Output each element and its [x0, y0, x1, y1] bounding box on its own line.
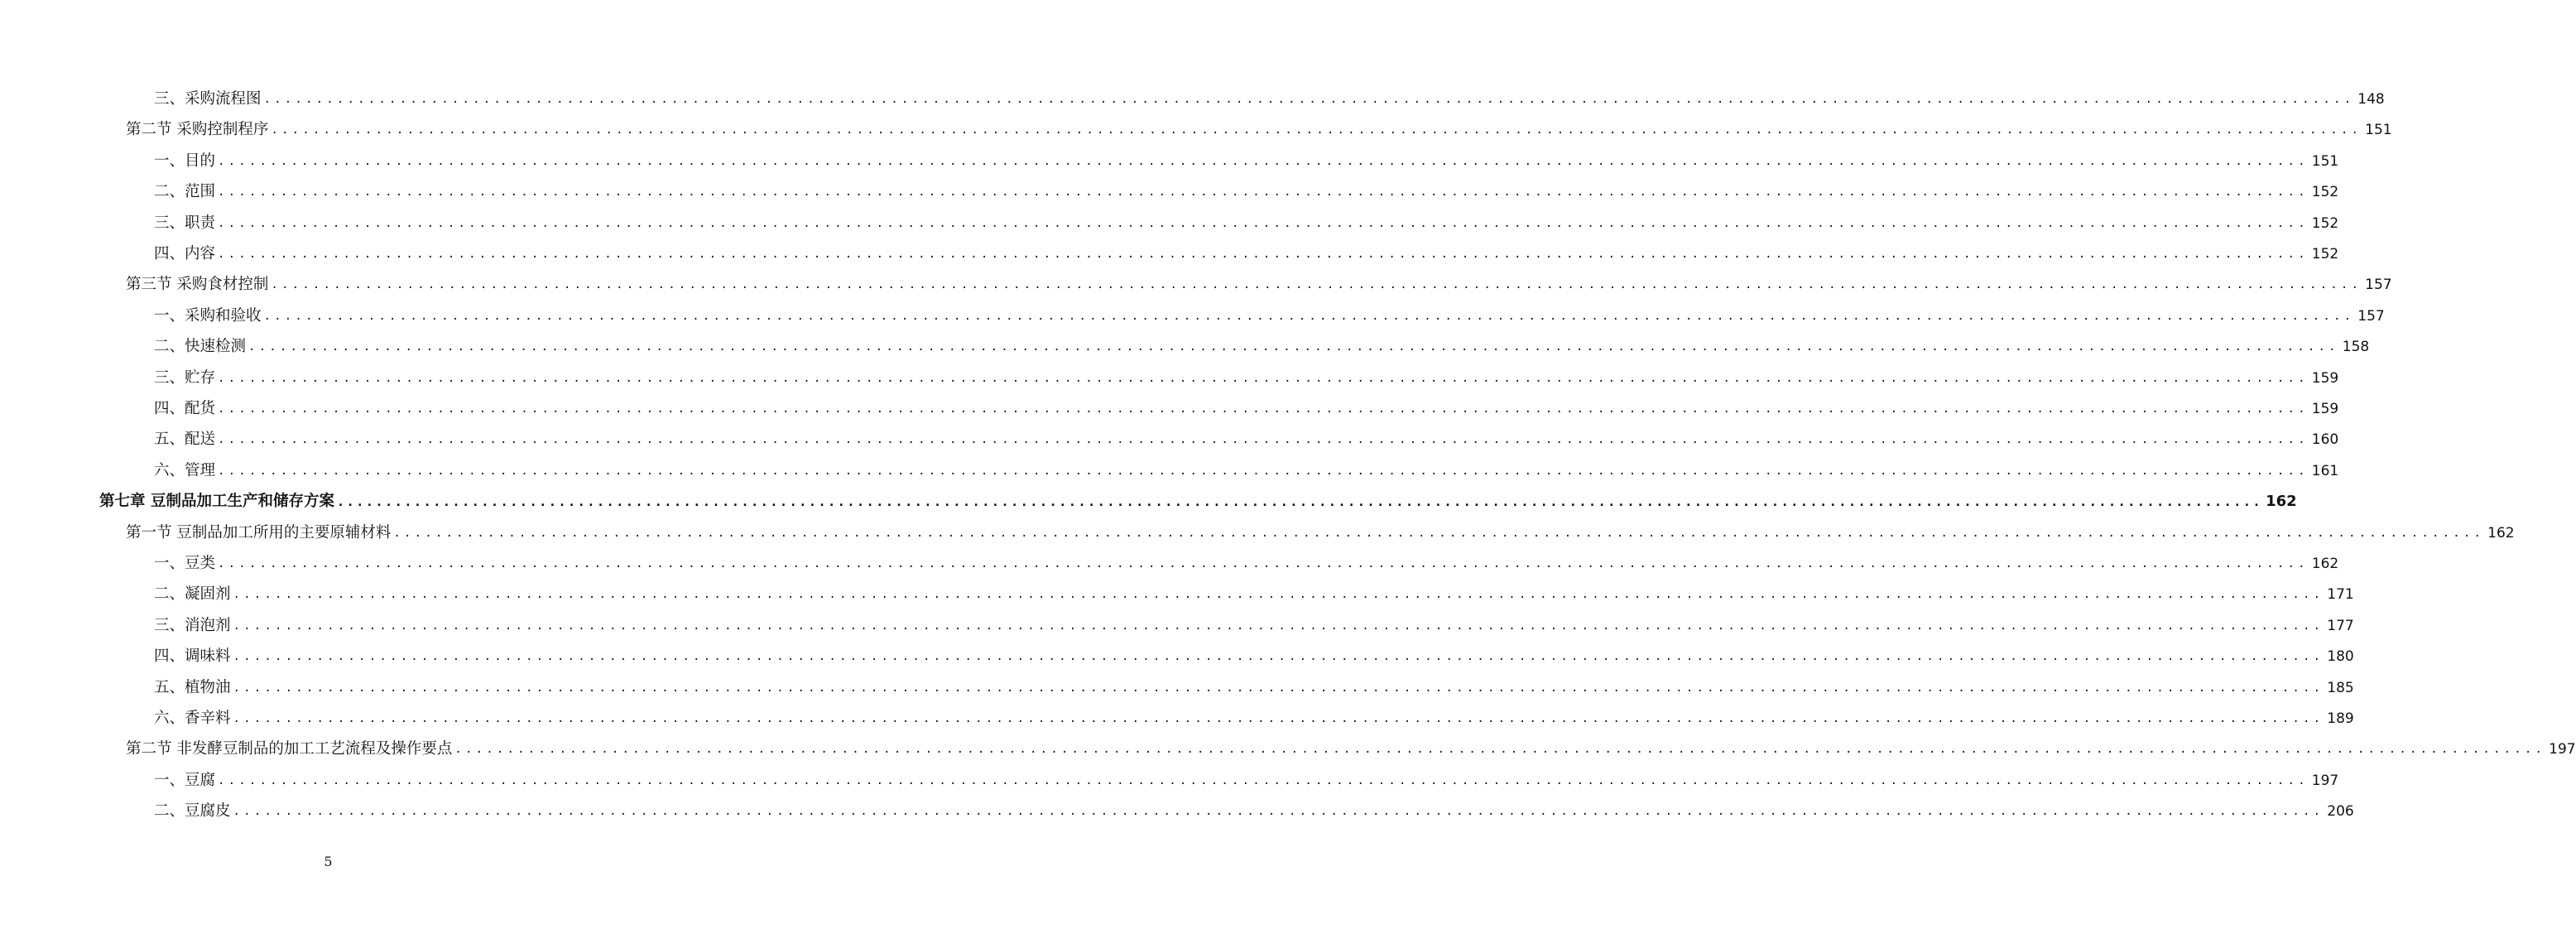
- toc-entry-title: 六、香辛料: [154, 710, 231, 727]
- toc-entry-title: 五、植物油: [154, 678, 231, 696]
- toc-dot-leader: ........................................................................................................................................................................................................: [248, 340, 2339, 354]
- page-number: 5: [324, 854, 333, 869]
- toc-entry-page: 161: [2311, 462, 2339, 479]
- toc-entry[interactable]: [126, 114, 2392, 139]
- toc-entry-page: 148: [2357, 91, 2385, 108]
- toc-dot-leader: ........................................................................................................................................................................................................: [218, 773, 2309, 787]
- toc-dot-leader: ........................................................................................................................................................................................................: [218, 557, 2309, 570]
- toc-entry[interactable]: [154, 424, 2339, 449]
- toc-entry-page: 197: [2549, 741, 2576, 758]
- toc-entry-title: 二、豆腐皮: [154, 802, 231, 821]
- toc-dot-leader: ........................................................................................................................................................................................................: [218, 248, 2309, 261]
- toc-dot-leader: ........................................................................................................................................................................................................: [263, 93, 2355, 106]
- toc-entry[interactable]: [154, 176, 2339, 201]
- toc-entry-title: 五、配送: [154, 431, 216, 449]
- toc-dot-leader: ........................................................................................................................................................................................................: [218, 433, 2309, 447]
- toc-entry-title: 三、贮存: [154, 368, 216, 387]
- toc-dot-leader: ........................................................................................................................................................................................................: [233, 650, 2324, 664]
- toc-entry[interactable]: [126, 734, 2576, 758]
- toc-entry-page: 152: [2311, 184, 2339, 201]
- toc-dot-leader: ........................................................................................................................................................................................................: [271, 123, 2362, 137]
- toc-dot-leader: ........................................................................................................................................................................................................: [218, 154, 2309, 168]
- toc-entry-title: 三、采购流程图: [154, 90, 262, 108]
- toc-entry-page: 206: [2327, 803, 2354, 821]
- toc-dot-leader: ........................................................................................................................................................................................................: [393, 526, 2485, 540]
- toc-entry[interactable]: [126, 517, 2515, 542]
- toc-entry[interactable]: [154, 641, 2354, 666]
- toc-entry-page: 185: [2327, 679, 2354, 696]
- toc-dot-leader: ........................................................................................................................................................................................................: [233, 712, 2324, 725]
- toc-entry-page: 171: [2327, 586, 2354, 604]
- toc-entry[interactable]: [154, 672, 2354, 697]
- toc-entry-page: 159: [2311, 369, 2339, 387]
- toc-dot-leader: ........................................................................................................................................................................................................: [233, 805, 2324, 819]
- toc-entry-page: 151: [2311, 152, 2339, 170]
- toc-dot-leader: ........................................................................................................................................................................................................: [218, 216, 2309, 230]
- toc-dot-leader: ........................................................................................................................................................................................................: [218, 371, 2309, 385]
- toc-dot-leader: ........................................................................................................................................................................................................: [263, 309, 2355, 323]
- toc-entry-page: 180: [2327, 648, 2354, 666]
- toc-dot-leader: ........................................................................................................................................................................................................: [233, 681, 2324, 695]
- toc-entry-title: 第七章 豆制品加工生产和储存方案: [99, 493, 334, 511]
- toc-entry-page: 162: [2266, 493, 2297, 511]
- toc-dot-leader: ........................................................................................................................................................................................................: [218, 402, 2309, 416]
- toc-entry-title: 二、范围: [154, 183, 216, 201]
- toc-entry-title: 第三节 采购食材控制: [126, 276, 269, 294]
- toc-entry-title: 三、职责: [154, 214, 216, 232]
- toc-entry-page: 152: [2311, 214, 2339, 232]
- toc-entry[interactable]: [154, 610, 2354, 635]
- toc-entry-page: 189: [2327, 710, 2354, 727]
- toc-entry[interactable]: [154, 703, 2354, 728]
- toc-entry-page: 162: [2311, 556, 2339, 572]
- toc-entry-title: 二、凝固剂: [154, 585, 231, 604]
- toc-entry[interactable]: [154, 455, 2339, 480]
- toc-entry[interactable]: [126, 269, 2392, 294]
- toc-dot-leader: ........................................................................................................................................................................................................: [218, 464, 2309, 478]
- toc-entry-title: 一、豆类: [154, 555, 216, 572]
- toc-dot-leader: ........................................................................................................................................................................................................: [233, 619, 2324, 633]
- toc-entry-title: 一、目的: [154, 152, 216, 170]
- toc-entry-title: 一、采购和验收: [154, 306, 262, 325]
- toc-entry[interactable]: [154, 208, 2339, 233]
- toc-entry-page: 177: [2327, 617, 2354, 634]
- toc-entry-page: 159: [2311, 401, 2339, 417]
- toc-entry-title: 四、配货: [154, 400, 216, 417]
- toc-entry-title: 四、调味料: [154, 647, 231, 666]
- toc-entry-page: 152: [2311, 246, 2339, 262]
- toc-entry-page: 158: [2342, 339, 2370, 356]
- toc-entry[interactable]: [154, 238, 2339, 263]
- toc-entry-title: 第一节 豆制品加工所用的主要原辅材料: [126, 523, 392, 542]
- toc-dot-leader: ........................................................................................................................................................................................................: [233, 588, 2324, 602]
- toc-entry[interactable]: [154, 548, 2339, 573]
- toc-entry[interactable]: [154, 331, 2370, 356]
- toc-dot-leader: ........................................................................................................................................................................................................: [271, 278, 2362, 292]
- toc-entry-title: 第二节 采购控制程序: [126, 121, 269, 139]
- toc-entry[interactable]: [154, 765, 2339, 790]
- toc-entry-page: 160: [2311, 431, 2339, 449]
- toc-entry-title: 六、管理: [154, 461, 216, 479]
- toc-dot-leader: ........................................................................................................................................................................................................: [218, 185, 2309, 200]
- toc-dot-leader: ........................................................................................................................................................................................................: [336, 494, 2263, 510]
- toc-entry[interactable]: [154, 146, 2339, 171]
- toc-entry-page: 157: [2365, 277, 2392, 294]
- toc-entry[interactable]: [154, 84, 2385, 108]
- toc-entry-page: 157: [2357, 307, 2385, 325]
- toc-entry-page: 197: [2311, 772, 2339, 789]
- toc-entry[interactable]: [154, 393, 2339, 418]
- toc-entry-title: 一、豆腐: [154, 771, 216, 789]
- toc-entry-title: 三、消泡剂: [154, 616, 231, 634]
- toc-entry-page: 162: [2487, 524, 2515, 542]
- toc-entry-page: 151: [2365, 122, 2392, 139]
- toc-entry-title: 四、内容: [154, 245, 216, 262]
- toc-entry[interactable]: [154, 796, 2354, 821]
- toc-dot-leader: ........................................................................................................................................................................................................: [454, 743, 2546, 757]
- toc-entry[interactable]: [154, 579, 2354, 604]
- toc-entry[interactable]: [154, 363, 2339, 387]
- toc-entry[interactable]: [99, 486, 2297, 511]
- toc-entry[interactable]: [154, 301, 2385, 325]
- toc-entry-title: 第二节 非发酵豆制品的加工工艺流程及操作要点: [126, 740, 453, 758]
- toc-entry-title: 二、快速检测: [154, 338, 247, 356]
